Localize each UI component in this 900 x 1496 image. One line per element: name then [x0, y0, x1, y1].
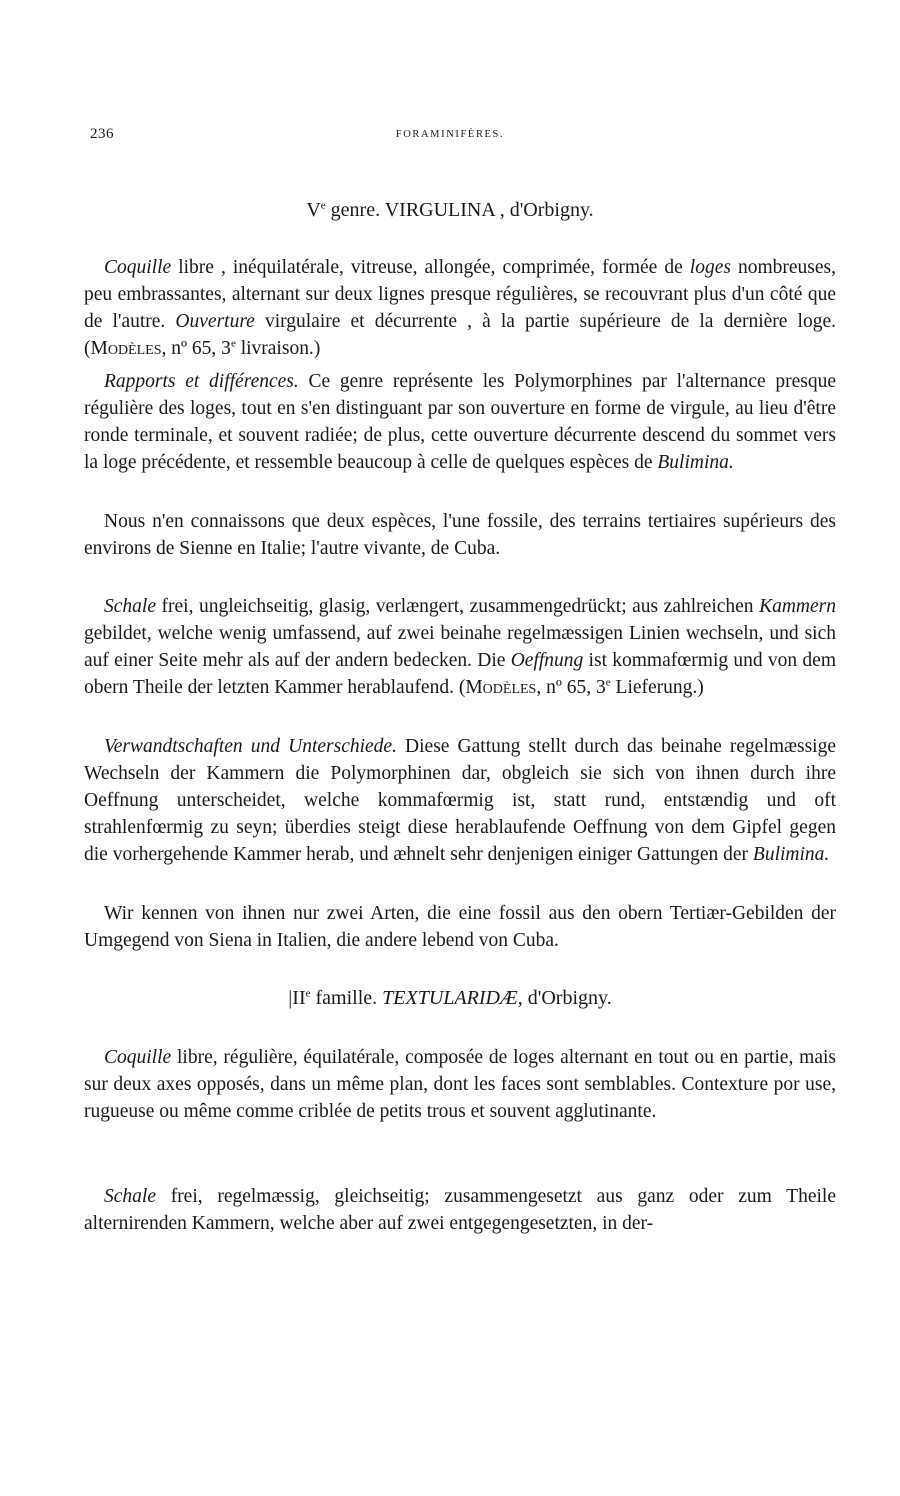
body-text: Wir kennen von ihnen nur zwei Arten, die eine fossil aus den obern Tertiær-Gebilden der Umgegend von Siena in Italien, die andere lebend von Cuba. [84, 903, 836, 951]
body-text: Lieferung.) [610, 677, 704, 698]
lead-term: Verwandtschaften und Unterschiede. [104, 736, 397, 757]
body-text: libre, régulière, équilatérale, composée de loges alternant en tout ou en partie, mais sur deux axes opposés, dans un même plan, dont les faces sont semblables. Contexture por use, rugueuse ou même comme criblée de petits trous et souvent agglutinante. [84, 1047, 836, 1122]
body-text: libre , inéquilatérale, vitreuse, allongée, comprimée, formée de [171, 257, 690, 278]
french-description [84, 254, 836, 362]
body-text: virgulaire et décurrente , à la partie supérieure de la dernière loge. ( [84, 311, 837, 359]
french-species [84, 508, 836, 562]
italic-term: Bulimina. [657, 452, 734, 473]
body-text: ist kommafœrmig und von dem obern Theile der letzten Kammer herablaufend. ( [84, 650, 836, 698]
family-name: TEXTULARIDÆ [382, 987, 518, 1009]
body-text: Ce genre représente les Polymorphines par l'alternance presque régulière des loges, tout en s'en distinguant par son ouverture en forme de virgule, au lieu d'être ronde terminale, et souvent radiée; de plus, cette ouverture décurrente descend du sommet vers la loge précédente, et ressemble beaucoup à celle de quelques espèces de [84, 371, 837, 473]
genus-ordinal: V [306, 199, 321, 221]
body-text: , nº 65, 3 [536, 677, 606, 698]
body-text: Nous n'en connaissons que deux espèces, l'une fossile, des terrains tertiaires supérieurs des environs de Sienne en Italie; l'autre vivante, de Cuba. [84, 511, 836, 559]
body-text: frei, regelmæssig, gleichseitig; zusammengesetzt aus ganz oder zum Theile alternirenden Kammern, welche aber auf zwei entgegengesetzten, in der- [84, 1186, 836, 1234]
running-title: FORAMINIFÈRES. [395, 129, 505, 140]
family-french-description [84, 1044, 836, 1125]
italic-term: loges [689, 257, 731, 278]
superscript: e [605, 676, 611, 689]
genus-heading-text: genre. VIRGULINA , d'Orbigny. [325, 199, 594, 221]
body-text: nombreuses, peu embrassantes, alternant sur deux lignes presque régulières, se recouvrant plus d'un côté que de l'autre. [84, 257, 837, 332]
genus-heading [0, 199, 900, 222]
family-heading-text: famille. [310, 987, 383, 1009]
lead-term: Coquille [104, 257, 172, 278]
german-description [84, 593, 836, 701]
french-relations [84, 368, 836, 476]
body-text: frei, ungleichseitig, glasig, verlængert, zusammengedrückt; aus zahlreichen [155, 596, 760, 617]
genus-ordinal-suffix: e [320, 199, 326, 212]
lead-term: Coquille [104, 1047, 172, 1068]
family-heading-text: , d'Orbigny. [517, 987, 612, 1009]
italic-term: Ouverture [175, 311, 255, 332]
body-text: livraison.) [235, 338, 321, 359]
lead-term: Schale [104, 1186, 156, 1207]
small-caps-term: Modèles [90, 338, 162, 359]
lead-term: Rapports et différences. [104, 371, 299, 392]
page-number: 236 [90, 126, 114, 142]
german-species [84, 900, 836, 954]
body-text: Diese Gattung stellt durch das beinahe regelmæssige Wechseln der Kammern die Polymorphinen dar, obgleich sie sich von ihnen durch ihre Oeffnung unterscheidet, welche kommafœrmig ist, statt rund, entstændig und oft strahlenfœrmig zu seyn; überdies steigt diese herablaufende Oeffnung von dem Gipfel gegen die vorhergehende Kammer herab, und æhnelt sehr denjenigen einiger Gattungen der [84, 736, 836, 865]
family-ordinal: |II [288, 987, 306, 1009]
family-heading [0, 987, 900, 1010]
body-text: , nº 65, 3 [161, 338, 231, 359]
family-ordinal-suffix: e [305, 987, 311, 1000]
italic-term: Kammern [759, 596, 836, 617]
lead-term: Schale [104, 596, 156, 617]
italic-term: Oeffnung [510, 650, 584, 671]
small-caps-term: Modèles [465, 677, 537, 698]
italic-term: Bulimina. [752, 844, 830, 865]
body-text: gebildet, welche wenig umfassend, auf zwei beinahe regelmæssigen Linien wechseln, und sich auf einer Seite mehr als auf der andern bedecken. Die [84, 623, 836, 671]
family-german-description [84, 1183, 836, 1237]
german-relations [84, 733, 836, 868]
superscript: e [230, 337, 236, 350]
